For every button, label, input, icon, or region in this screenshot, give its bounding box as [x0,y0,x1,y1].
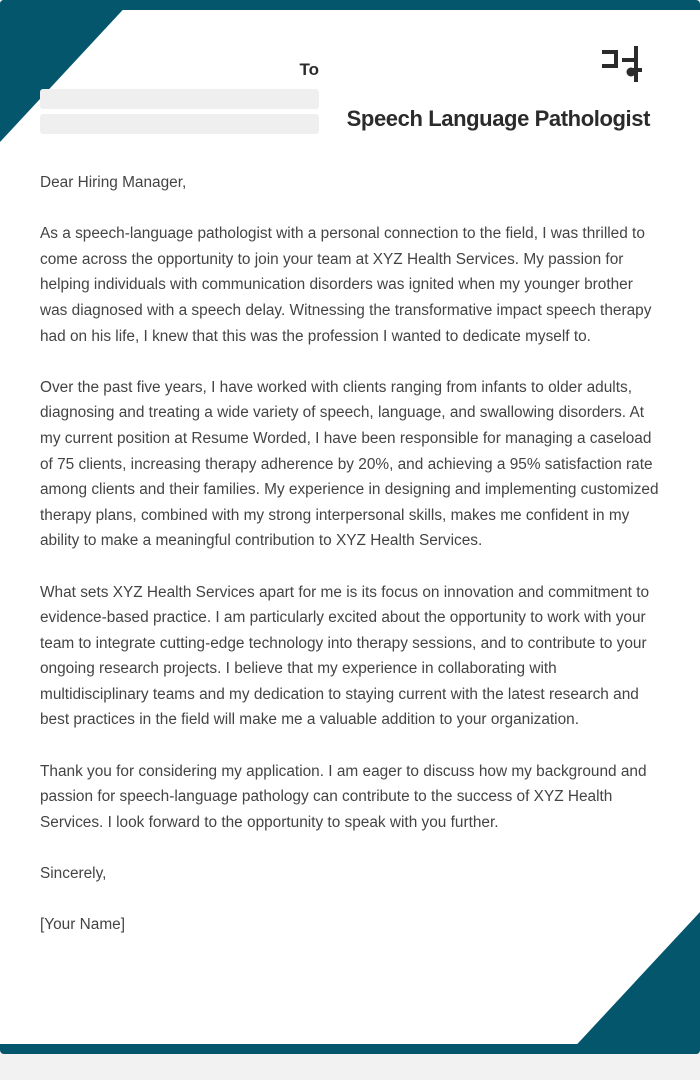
recipient-to-label: To [299,60,319,79]
bottom-accent-band [0,1044,700,1054]
letter-signature: [Your Name] [40,916,125,934]
letter-paragraph: What sets XYZ Health Services apart for me is its focus on innovation and commitment to evidence-based practice. I am particularly excited about the opportunity to work with your team to integrate cutting-edge technology into therapy sessions, and to contribute to your ongoing research projects. I believe that my experience in collaborating with multidisciplinary teams and my dedication to staying current with the latest research and best practices in the field will make me a valuable addition to your organization. [40,583,650,729]
recipient-address-line-2 [40,114,319,134]
letter-paragraph: Over the past five years, I have worked with clients ranging from infants to older adults, diagnosing and treating a wide variety of speech, language, and swallowing disorders. At my current position at Resume Worded, I have been responsible for managing a caseload of 75 clients, increasing therapy adherence by 20%, and achieving a 95% satisfaction rate among clients and their families. My experience in designing and implementing customized therapy plans, combined with my strong interpersonal skills, makes me confident in my ability to make a meaningful contribution to XYZ Health Services. [40,378,659,550]
resume-worded-logo-icon [600,44,648,84]
letter-body [40,170,662,963]
job-title-heading: Speech Language Pathologist [346,106,650,131]
letter-closing: Sincerely, [40,865,107,883]
letter-paragraph: As a speech-language pathologist with a personal connection to the field, I was thrilled to come across the opportunity to join your team at XYZ Health Services. My passion for helping individuals with communication disorders was ignited when my younger brother was diagnosed with a speech delay. Witnessing the transformative impact speech therapy had on his life, I knew that this was the profession I wanted to dedicate myself to. [40,225,652,345]
recipient-address-line-1 [40,89,319,109]
letter-paragraph: Thank you for considering my application. I am eager to discuss how my background and passion for speech-language pathology can contribute to the success of XYZ Health Services. I look forward to the opportunity to speak with you further. [40,762,647,831]
letter-salutation: Dear Hiring Manager, [40,174,187,191]
